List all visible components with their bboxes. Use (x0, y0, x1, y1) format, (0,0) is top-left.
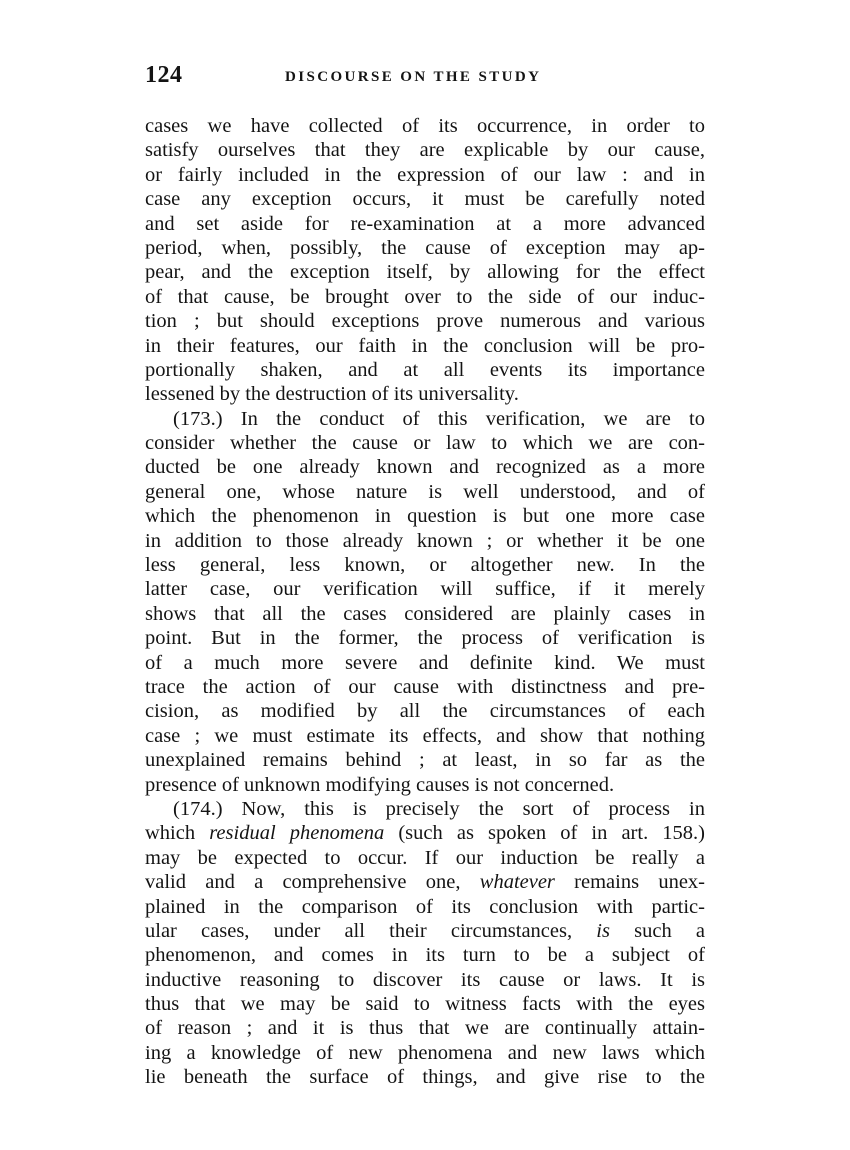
text-run: valid and a comprehensive one, (145, 871, 480, 894)
text-run: (such as spoken of in art. 158.) (384, 822, 705, 845)
text-line: which the phenomenon in question is but one more case (145, 505, 705, 528)
text-run: which (145, 822, 210, 845)
text-line: trace the action of our cause with distinctness and pre- (145, 675, 705, 698)
text-line: in their features, our faith in the conclusion will be pro- (145, 334, 705, 357)
text-line: of that cause, be brought over to the side of our induc- (145, 285, 705, 308)
text-line: case any exception occurs, it must be carefully noted (145, 188, 705, 211)
text-line: of a much more severe and definite kind. We must (145, 651, 705, 674)
text-line (145, 870, 705, 894)
text-line: pear, and the exception itself, by allowing for the effect (145, 261, 705, 284)
text-line: thus that we may be said to witness facts with the eyes (145, 993, 705, 1016)
text-line: of reason ; and it is thus that we are continually attain- (145, 1017, 705, 1040)
text-line: lie beneath the surface of things, and give rise to the (145, 1066, 705, 1089)
text-line (145, 919, 705, 943)
body-text (145, 114, 705, 1090)
running-head (145, 62, 705, 94)
page-number: 124 (145, 62, 183, 88)
running-title: DISCOURSE ON THE STUDY (285, 69, 542, 85)
text-line: or fairly included in the expression of our law : and in (145, 163, 705, 186)
text-line: plained in the comparison of its conclusion with partic- (145, 895, 705, 918)
italic-text: is (596, 919, 610, 942)
text-line: latter case, our verification will suffice, if it merely (145, 578, 705, 601)
text-line: general one, whose nature is well understood, and of (145, 480, 705, 503)
text-line: may be expected to occur. If our induction be really a (145, 846, 705, 869)
text-line (145, 821, 705, 845)
text-line: cision, as modified by all the circumstances of each (145, 700, 705, 723)
text-run: such a (609, 919, 705, 942)
italic-text: residual phenomena (209, 822, 385, 845)
text-line: satisfy ourselves that they are explicable by our cause, (145, 139, 705, 162)
text-line: period, when, possibly, the cause of exception may ap- (145, 236, 705, 259)
text-line: (174.) Now, this is precisely the sort of process in (173, 797, 705, 820)
text-line: tion ; but should exceptions prove numerous and various (145, 310, 705, 333)
text-line: case ; we must estimate its effects, and show that nothing (145, 724, 705, 747)
text-line: presence of unknown modifying causes is not concerned. (145, 773, 615, 796)
text-line: shows that all the cases considered are plainly cases in (145, 602, 705, 625)
text-line: in addition to those already known ; or whether it be one (145, 529, 705, 552)
text-line: ducted be one already known and recognized as a more (145, 456, 705, 479)
text-line: portionally shaken, and at all events its importance (145, 358, 705, 381)
text-line: unexplained remains behind ; at least, in so far as the (145, 749, 705, 772)
italic-text: whatever (479, 871, 555, 894)
text-line: inductive reasoning to discover its cause or laws. It is (145, 968, 705, 991)
text-line: cases we have collected of its occurrence, in order to (145, 115, 705, 137)
text-line: lessened by the destruction of its universality. (145, 383, 519, 406)
text-line: less general, less known, or altogether new. In the (145, 554, 705, 577)
text-line: ing a knowledge of new phenomena and new laws which (145, 1041, 705, 1064)
text-line: phenomenon, and comes in its turn to be a subject of (145, 944, 705, 967)
text-line: (173.) In the conduct of this verification, we are to (173, 407, 705, 430)
text-line: and set aside for re-examination at a more advanced (145, 212, 705, 235)
text-line: point. But in the former, the process of verification is (145, 627, 705, 650)
text-run: remains unex- (554, 871, 705, 894)
text-run: ular cases, under all their circumstances, (145, 919, 597, 942)
text-line: consider whether the cause or law to which we are con- (145, 432, 705, 455)
